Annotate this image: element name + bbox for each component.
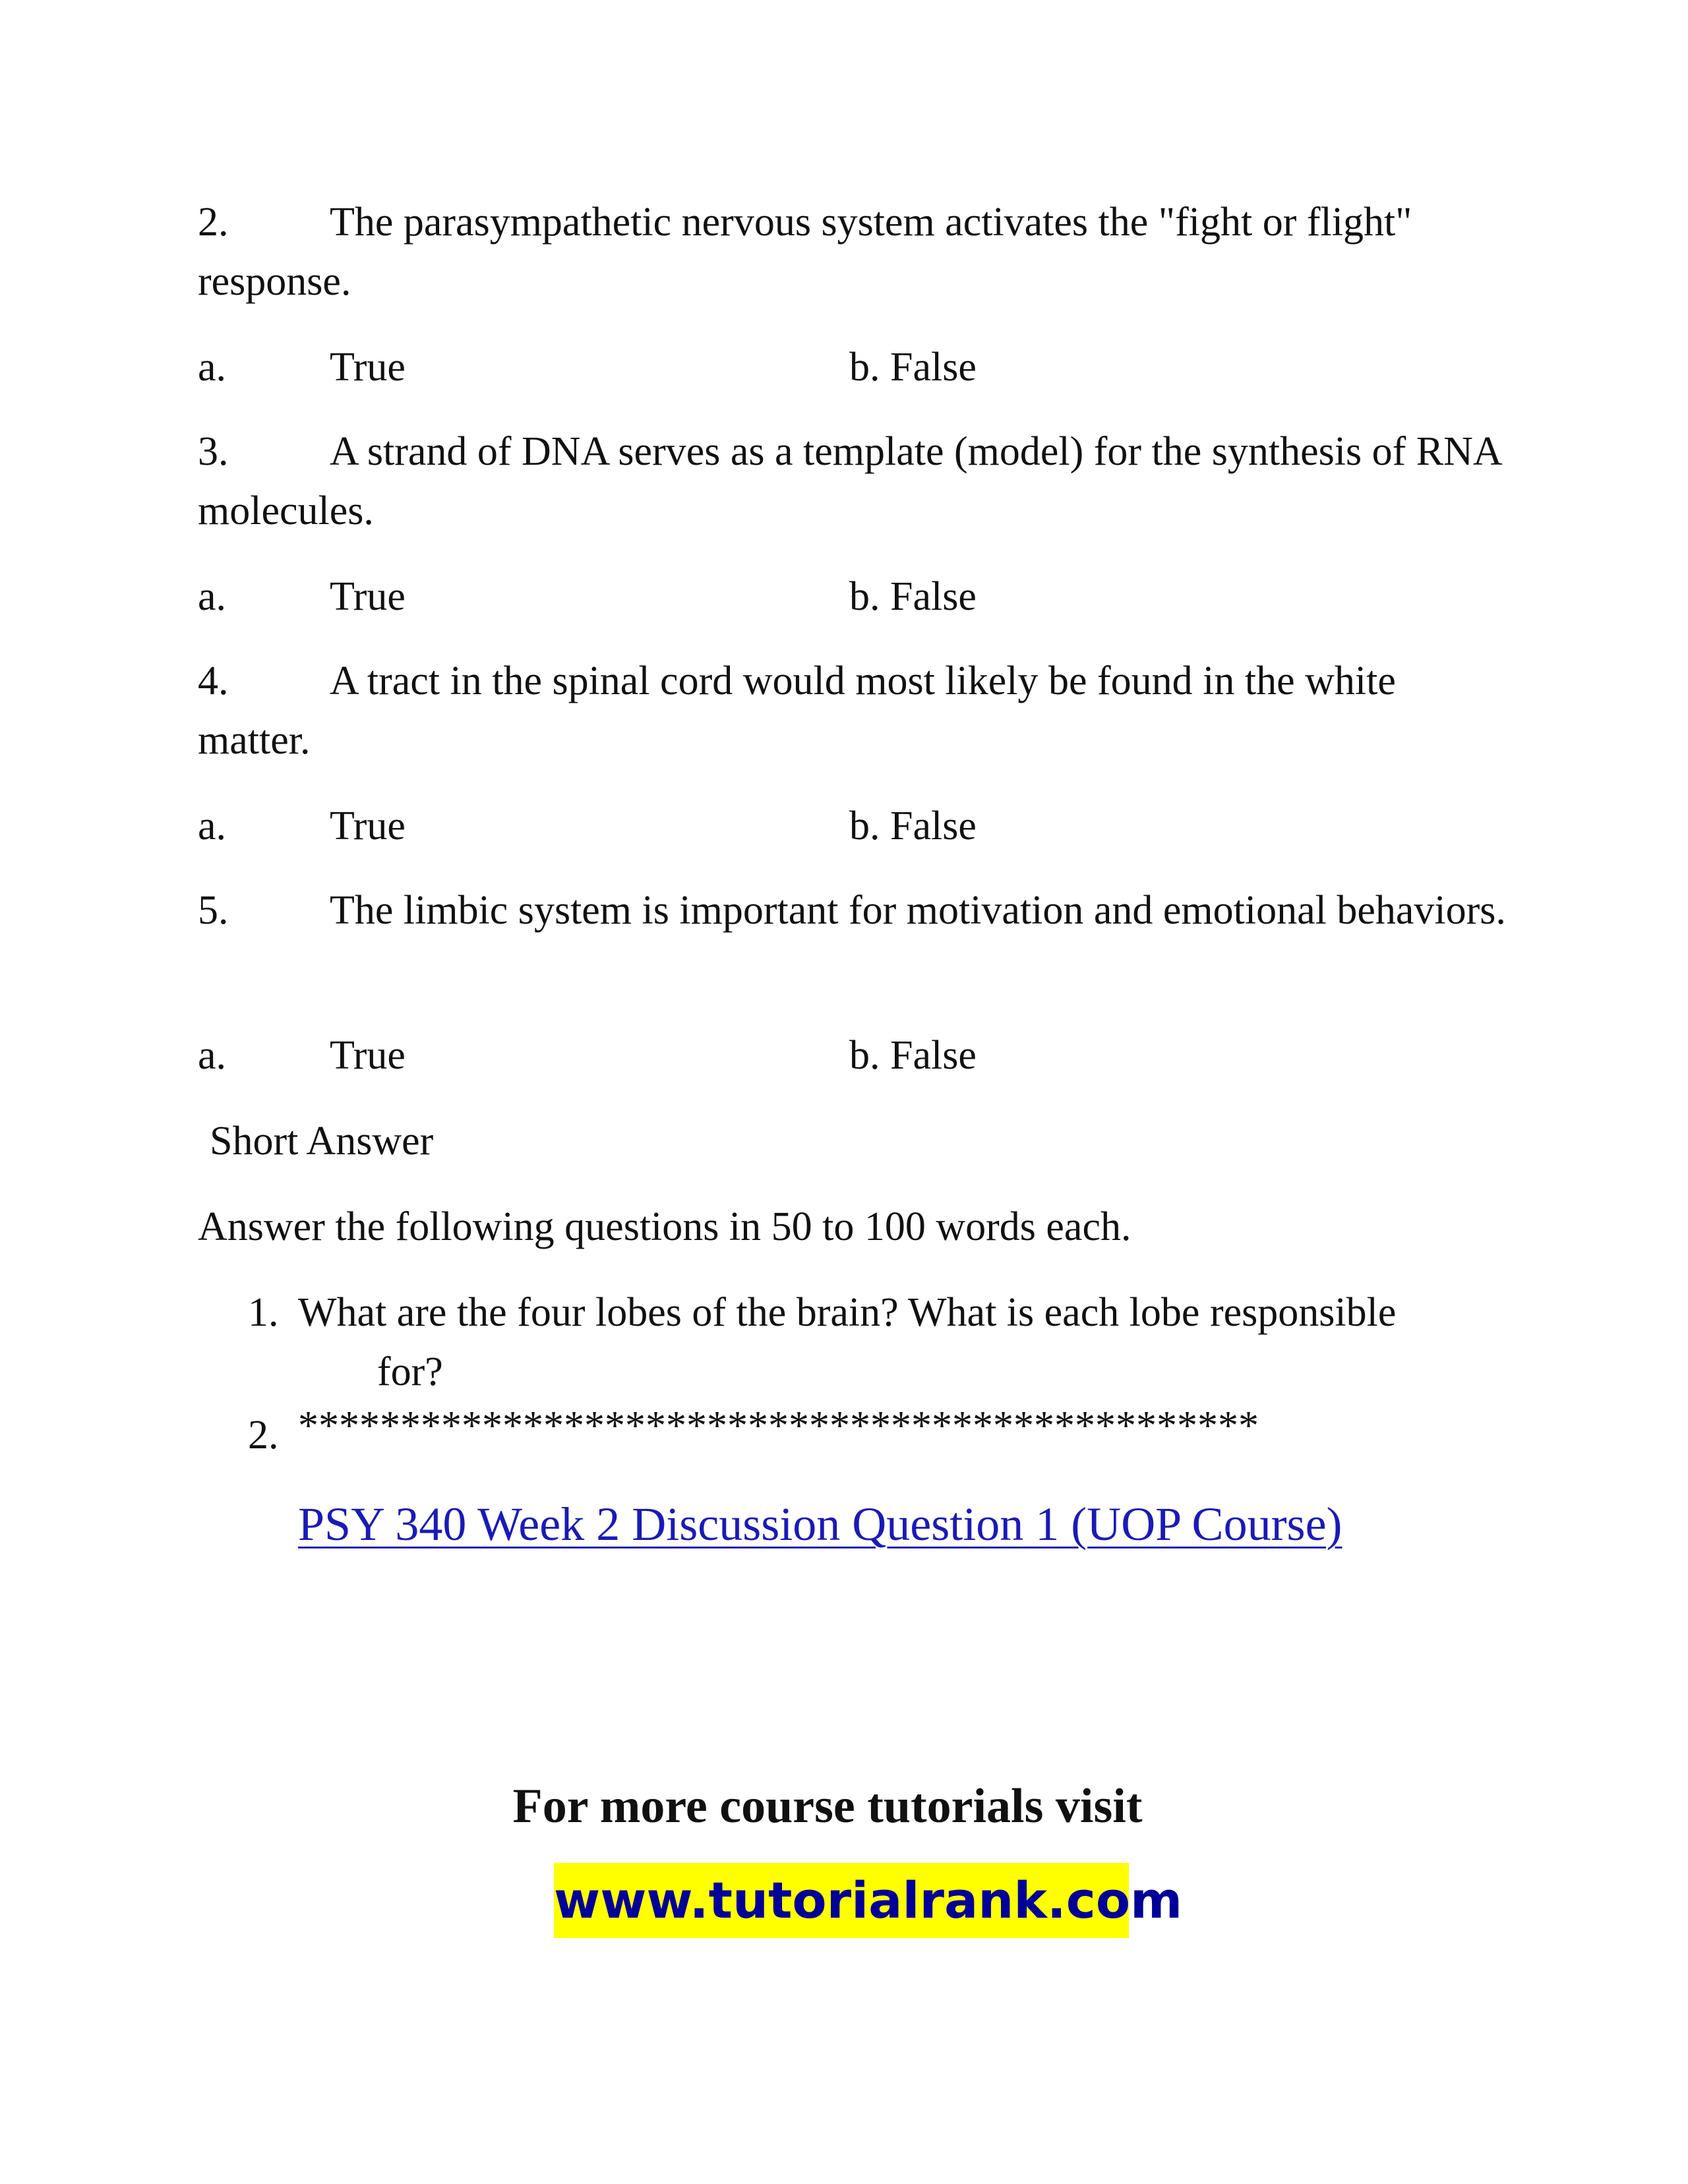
- asterisk-divider: ***********************************************: [298, 1403, 1259, 1448]
- item-text-continued: for?: [377, 1349, 443, 1394]
- question-2: [198, 192, 1510, 311]
- option-b-false: b. False: [849, 345, 977, 390]
- question-text: The parasympathetic nervous system activates the "fight or flight" response.: [198, 200, 1412, 304]
- short-answer-item-1: [248, 1283, 1521, 1402]
- question-3: [198, 422, 1510, 541]
- question-number: 3.: [198, 429, 229, 474]
- option-a-true: True: [330, 345, 406, 390]
- course-link[interactable]: PSY 340 Week 2 Discussion Question 1 (UOP Course): [298, 1498, 1342, 1550]
- question-2-options: [198, 338, 1510, 397]
- site-highlight: [554, 1863, 1183, 1938]
- option-a-true: True: [330, 1033, 406, 1078]
- question-number: 5.: [198, 888, 229, 933]
- option-a-letter: a.: [198, 804, 227, 848]
- footer-title: For more course tutorials visit: [512, 1779, 1143, 1833]
- option-a-letter: a.: [198, 574, 227, 619]
- option-b-false: b. False: [849, 574, 977, 619]
- short-answer-heading: Short Answer: [210, 1119, 434, 1164]
- question-3-options: [198, 567, 1510, 626]
- question-text: A tract in the spinal cord would most likely be found in the white matter.: [198, 659, 1396, 763]
- question-text: The limbic system is important for motivation and emotional behaviors.: [330, 888, 1506, 933]
- site-link[interactable]: www.tutorialrank.com: [554, 1871, 1183, 1930]
- option-a-letter: a.: [198, 345, 227, 390]
- question-text: A strand of DNA serves as a template (model) for the synthesis of RNA molecules.: [198, 429, 1501, 533]
- question-number: 4.: [198, 659, 229, 703]
- option-b-false: b. False: [849, 804, 977, 848]
- item-number: 1.: [248, 1290, 279, 1335]
- question-5: [198, 881, 1510, 940]
- option-a-true: True: [330, 574, 406, 619]
- question-number: 2.: [198, 200, 229, 245]
- option-b-false: b. False: [849, 1033, 977, 1078]
- short-answer-instruction: Answer the following questions in 50 to 100 words each.: [198, 1204, 1131, 1249]
- item-text: What are the four lobes of the brain? What is each lobe responsible: [298, 1290, 1397, 1335]
- short-answer-item-2: [248, 1396, 1521, 1456]
- item-number: 2.: [248, 1413, 279, 1458]
- question-4: [198, 651, 1510, 770]
- question-4-options: [198, 796, 1510, 856]
- option-a-true: True: [330, 804, 406, 848]
- option-a-letter: a.: [198, 1033, 227, 1078]
- question-5-options: [198, 1026, 1510, 1085]
